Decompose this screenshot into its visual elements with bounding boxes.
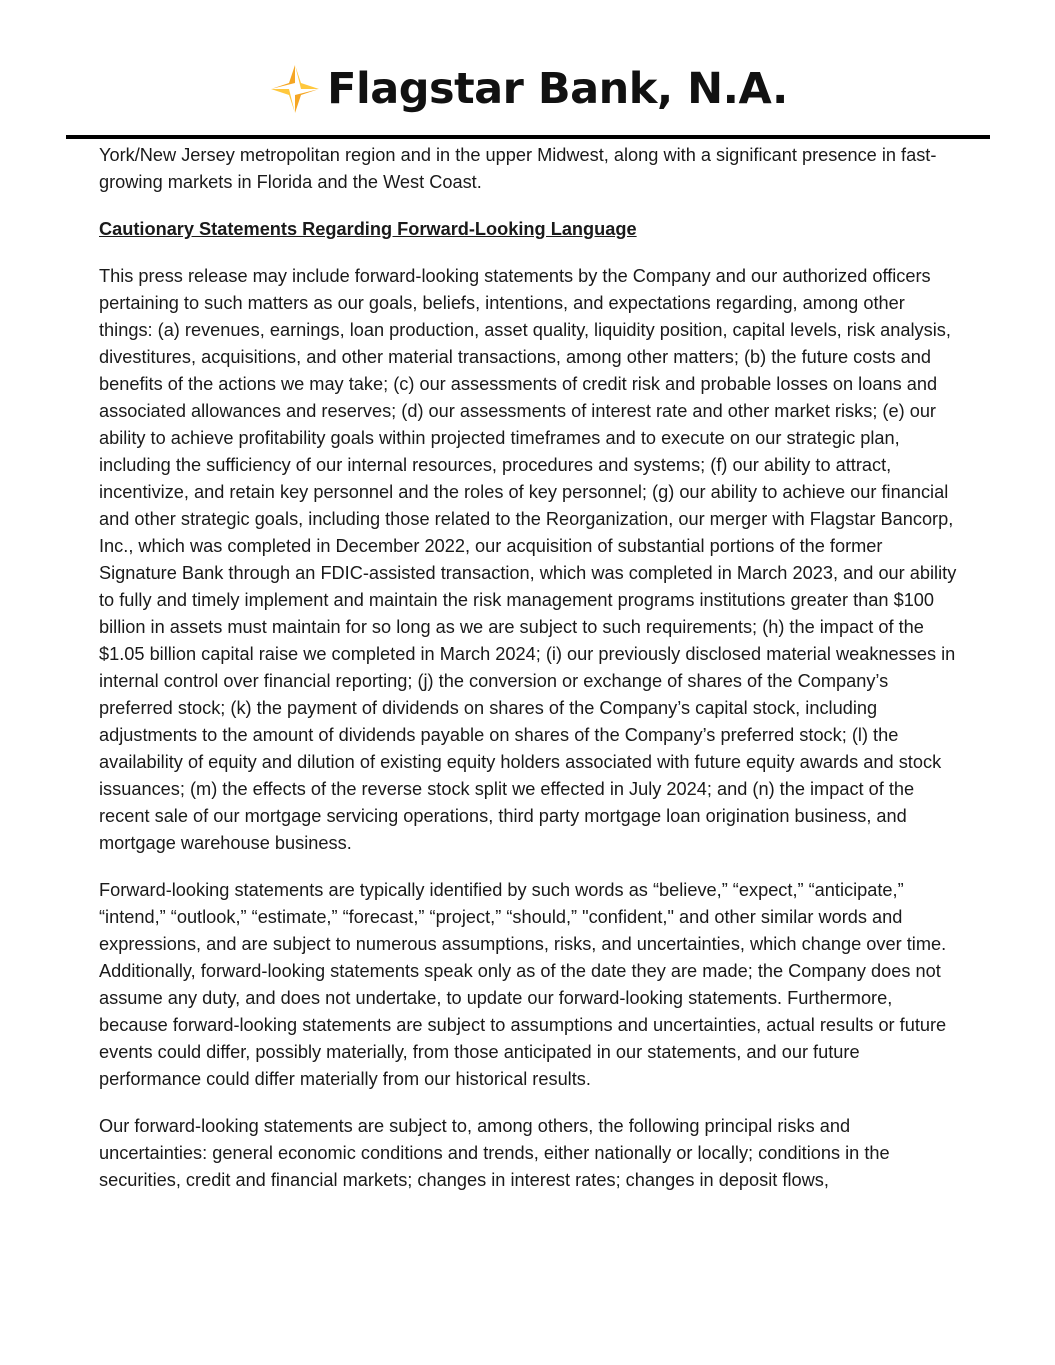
body-paragraph: Forward-looking statements are typically identified by such words as “believe,” “expect,” “anticipate,” “intend,” “outlook,” “estimate,” “forecast,” “project,” “should,” "confident," and other similar words and expressions, and are subject to numerous assumptions, risks, and uncertainties, which change over time. Additionally, forward-looking statements speak only as of the date they are made; the Company does not assume any duty, and does not undertake, to update our forward-looking statements. Furthermore, because forward-looking statements are subject to assumptions and uncertainties, actual results or future events could differ, possibly materially, from those anticipated in our statements, and our future performance could differ materially from our historical results. <box>99 880 947 1089</box>
letterhead <box>0 56 1055 122</box>
brand-name: Flagstar Bank, N.A. <box>327 63 788 114</box>
star-bottom-left <box>271 89 295 113</box>
document-body <box>99 142 959 1214</box>
flagstar-star-icon <box>267 61 323 117</box>
star-bottom-right <box>295 89 319 113</box>
section-heading: Cautionary Statements Regarding Forward-Looking Language <box>99 219 637 239</box>
body-paragraph: Our forward-looking statements are subject to, among others, the following principal risks and uncertainties: general economic conditions and trends, either nationally or locally; conditions in the securities, credit and financial markets; changes in interest rates; changes in deposit flows, <box>99 1116 890 1190</box>
header-divider <box>66 135 990 139</box>
body-paragraph: This press release may include forward-looking statements by the Company and our authorized officers pertaining to such matters as our goals, beliefs, intentions, and expectations regarding, among other things: (a) revenues, earnings, loan production, asset quality, liquidity position, capital levels, risk analysis, divestitures, acquisitions, and other material transactions, among other matters; (b) the future costs and benefits of the actions we may take; (c) our assessments of credit risk and probable losses on loans and associated allowances and reserves; (d) our assessments of interest rate and other market risks; (e) our ability to achieve profitability goals within projected timeframes and to execute on our strategic plan, including the sufficiency of our internal resources, procedures and systems; (f) our ability to attract, incentivize, and retain key personnel and the roles of key personnel; (g) our ability to achieve our financial and other strategic goals, including those related to the Reorganization, our merger with Flagstar Bancorp, Inc., which was completed in December 2022, our acquisition of substantial portions of the former Signature Bank through an FDIC-assisted transaction, which was completed in March 2023, and our ability to fully and timely implement and maintain the risk management programs institutions greater than $100 billion in assets must maintain for so long as we are subject to such requirements; (h) the impact of the $1.05 billion capital raise we completed in March 2024; (i) our previously disclosed material weaknesses in internal control over financial reporting; (j) the conversion or exchange of shares of the Company’s preferred stock; (k) the payment of dividends on shares of the Company’s capital stock, including adjustments to the amount of dividends payable on shares of the Company’s preferred stock; (l) the availability of equity and dilution of existing equity holders associated with future equity awards and stock issuances; (m) the effects of the reverse stock split we effected in July 2024; and (n) the impact of the recent sale of our mortgage servicing operations, third party mortgage loan origination business, and mortgage warehouse business. <box>99 266 957 853</box>
star-top-right <box>295 65 319 89</box>
intro-paragraph: York/New Jersey metropolitan region and in the upper Midwest, along with a significant presence in fast-growing markets in Florida and the West Coast. <box>99 145 937 192</box>
star-top-left <box>271 65 295 89</box>
